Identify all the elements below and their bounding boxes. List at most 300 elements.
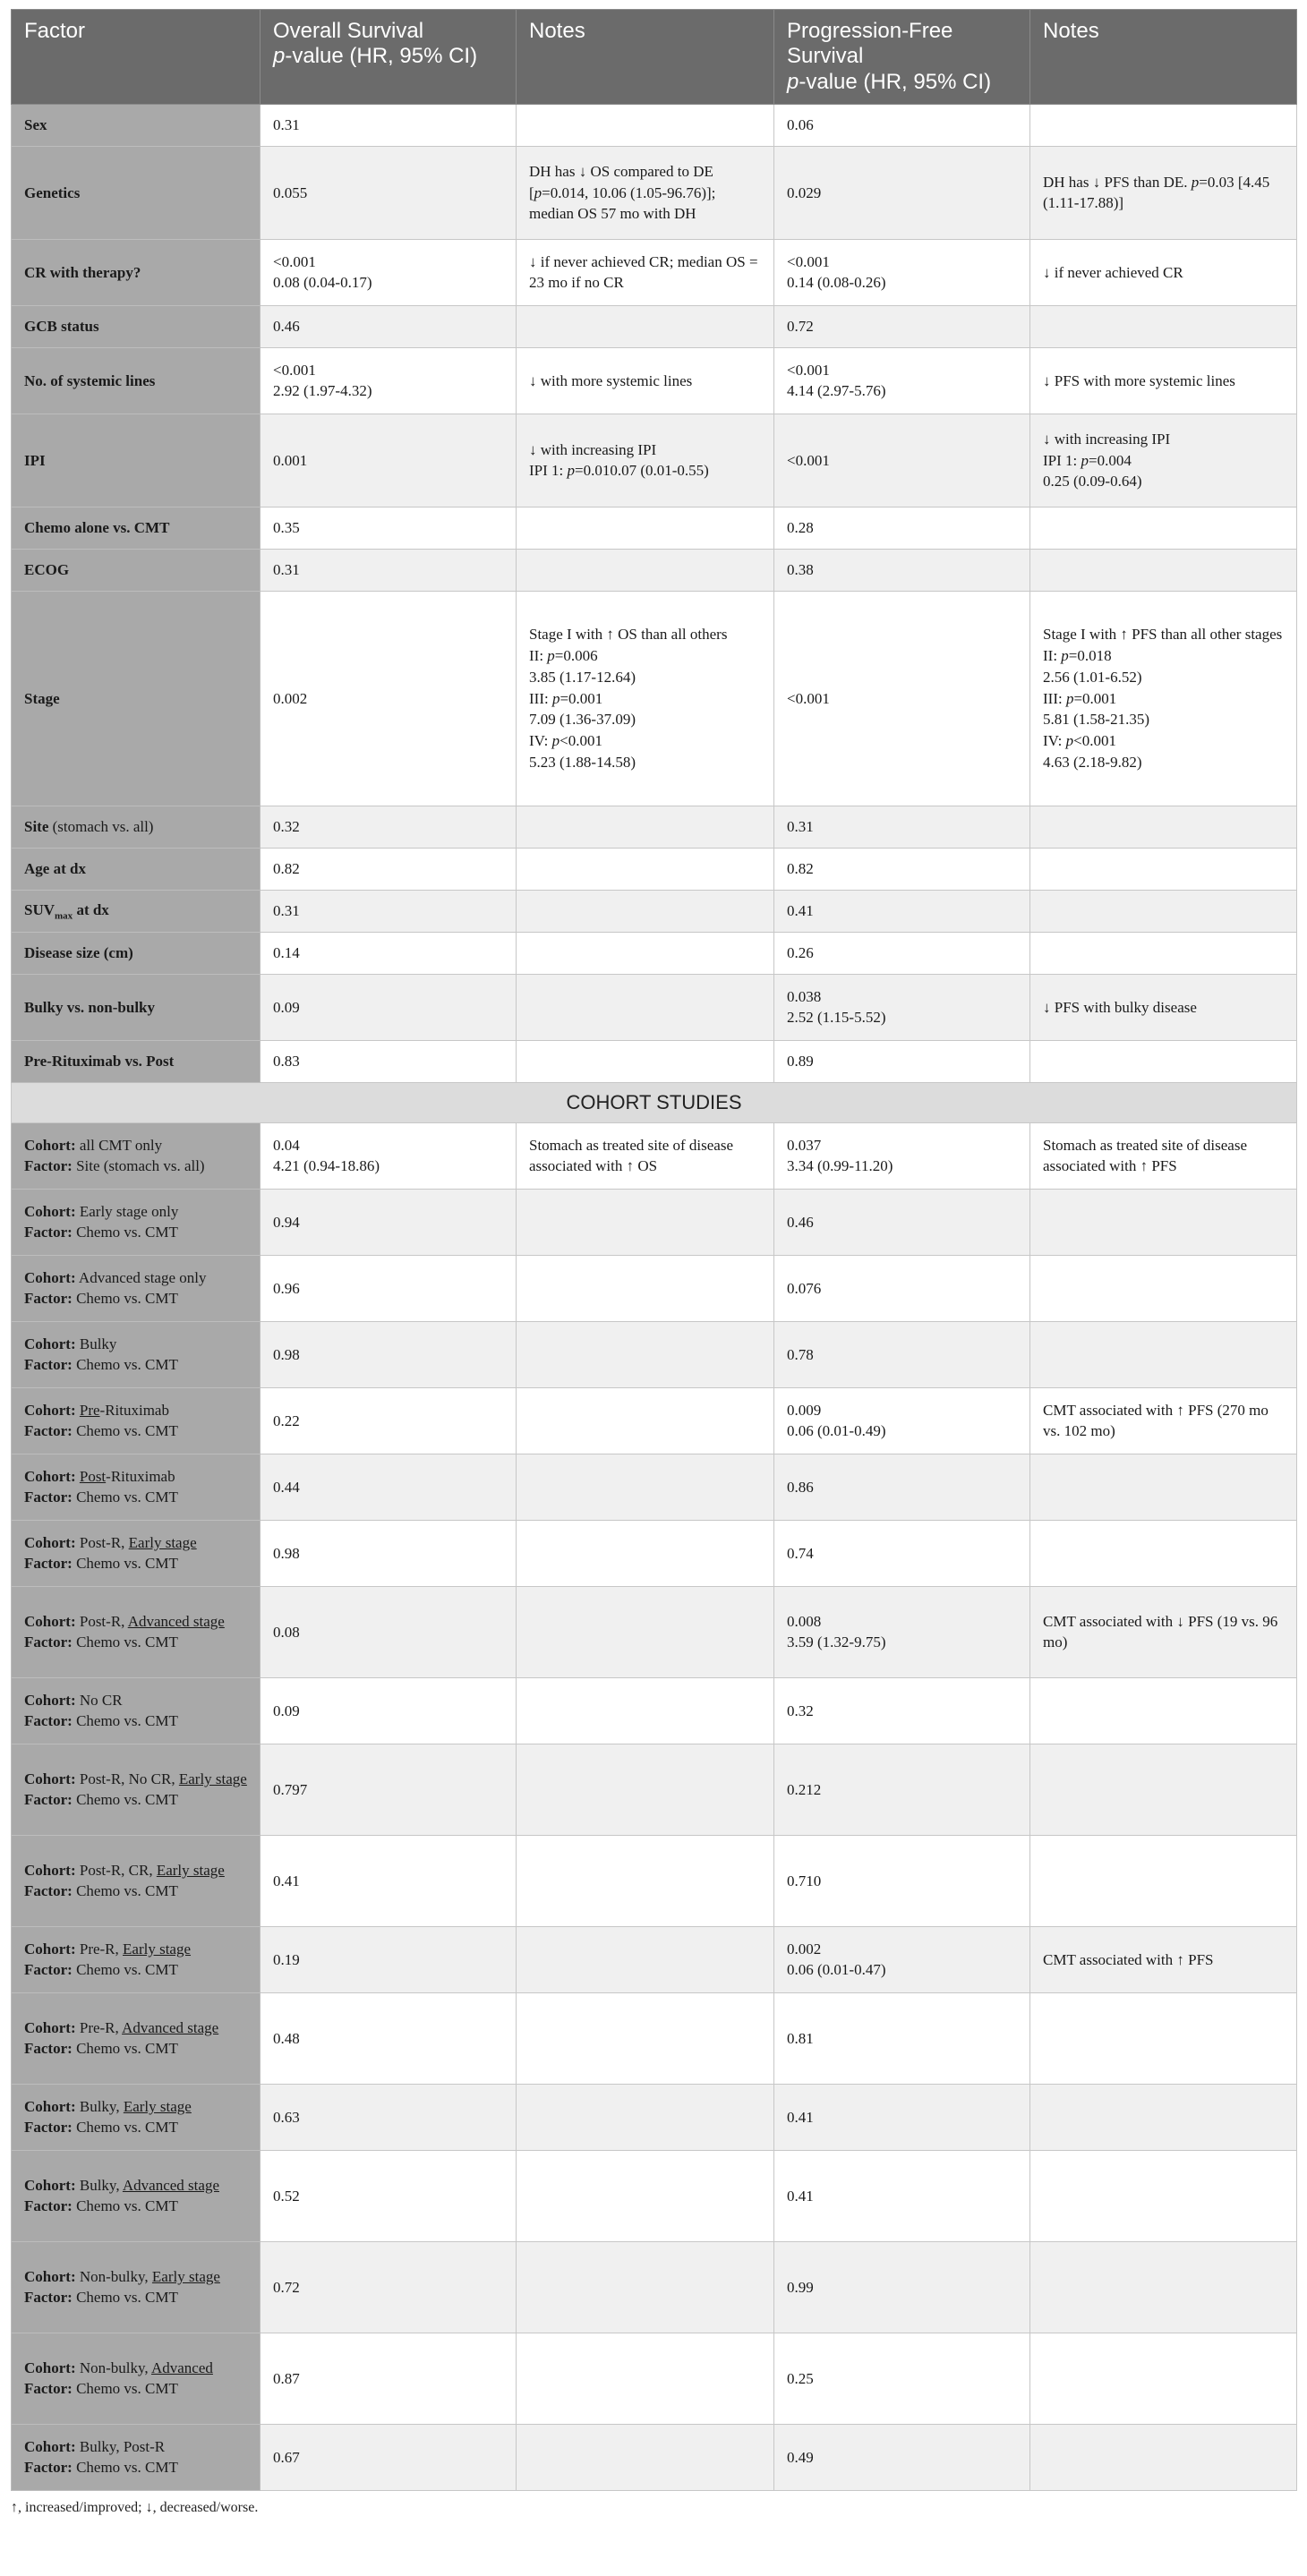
cohort-name: Post-R, No CR,: [75, 1770, 179, 1787]
factor-cell: Pre-Rituximab vs. Post: [12, 1040, 261, 1082]
pfs-cell: [774, 974, 1030, 1040]
pfs-p-value: <0.001: [787, 361, 830, 379]
os-notes-cell: [517, 2424, 774, 2490]
pfs-cell: 0.72: [774, 305, 1030, 347]
factor-cell: GCB status: [12, 305, 261, 347]
factor-label: Factor:: [24, 1488, 73, 1506]
factor-detail: (stomach vs. all): [48, 818, 154, 836]
footnote: ↑, increased/improved; ↓, decreased/worse.: [11, 2499, 259, 2515]
pfs-p-value: 0.49: [787, 2448, 814, 2466]
cohort-name-underlined: Advanced: [150, 2358, 213, 2376]
table-row: [12, 146, 1297, 239]
cohort-name: -Rituximab: [99, 1401, 169, 1419]
pfs-p-value: 0.037: [787, 1136, 822, 1154]
cohort-row: [12, 1520, 1297, 1586]
os-p-value: 0.797: [273, 1780, 308, 1798]
table-row: [12, 974, 1297, 1040]
cohort-name-underlined: Pre: [79, 1401, 100, 1419]
cohort-label: Cohort:: [24, 1861, 76, 1879]
header-notes-pfs: Notes: [1030, 10, 1297, 105]
note-text: =0.001: [1073, 689, 1117, 707]
cohort-row: [12, 1255, 1297, 1321]
pfs-notes-cell: [1030, 2150, 1297, 2241]
cohort-line: [24, 1769, 247, 1790]
os-cell: [261, 2084, 517, 2150]
cohort-row: [12, 2084, 1297, 2150]
cohort-name-underlined: Advanced stage: [122, 2176, 219, 2194]
cohort-row: [12, 1835, 1297, 1926]
factor-label: Factor:: [24, 2040, 73, 2058]
pfs-cell: [774, 1520, 1030, 1586]
cohort-name: Early stage only: [75, 1202, 179, 1220]
cohort-label: Cohort:: [24, 1136, 76, 1154]
os-notes-cell: [517, 1926, 774, 1992]
os-cell: [261, 347, 517, 414]
factor-label: Factor:: [24, 1633, 73, 1651]
factor-name: Chemo vs. CMT: [72, 1633, 178, 1651]
pfs-notes-cell: [1030, 1189, 1297, 1255]
cohort-row: [12, 1744, 1297, 1835]
factor-name: Site (stomach vs. all): [72, 1157, 205, 1175]
pfs-hr: 0.06 (0.01-0.49): [787, 1422, 886, 1440]
factor-name: Chemo vs. CMT: [72, 2289, 178, 2307]
pfs-cell: 0.89: [774, 1040, 1030, 1082]
factor-name: Chemo vs. CMT: [72, 1224, 178, 1241]
os-cell: [261, 1122, 517, 1189]
cohort-label: Cohort:: [24, 2018, 76, 2036]
cohort-factor-cell: [12, 2150, 261, 2241]
pfs-p-value: 0.81: [787, 2029, 814, 2047]
os-cell: [261, 1926, 517, 1992]
pfs-notes-cell: CMT associated with ↓ PFS (19 vs. 96 mo): [1030, 1586, 1297, 1677]
factor-cell: Sex: [12, 104, 261, 146]
note-line: [529, 730, 761, 752]
pfs-cell: <0.001: [774, 591, 1030, 806]
cohort-row: [12, 1992, 1297, 2084]
os-p-value: 0.63: [273, 2108, 300, 2126]
cohort-line: [24, 1334, 247, 1355]
note-line: [529, 688, 761, 710]
cohort-row: [12, 1926, 1297, 1992]
cohort-row: [12, 2241, 1297, 2333]
table-row: [12, 848, 1297, 890]
cohort-name-underlined: Early stage: [123, 2097, 192, 2115]
cohort-line: [24, 1400, 247, 1421]
cohort-name: Post-R,: [75, 1612, 128, 1630]
os-p-value: 0.67: [273, 2448, 300, 2466]
os-cell: [261, 1255, 517, 1321]
os-cell: 0.83: [261, 1040, 517, 1082]
pfs-notes-cell: [1030, 1520, 1297, 1586]
factor-name: Chemo vs. CMT: [72, 1422, 178, 1440]
header-pfs-p: p: [787, 69, 799, 94]
table-row: [12, 1040, 1297, 1082]
cohort-line: [24, 1611, 247, 1633]
os-cell: [261, 2150, 517, 2241]
os-notes-cell: ↓ if never achieved CR; median OS = 23 mo if no CR: [517, 239, 774, 305]
os-cell: [261, 1189, 517, 1255]
factor-line: [24, 1354, 247, 1376]
os-cell: [261, 1586, 517, 1677]
note-text: DH has ↓ PFS than DE.: [1043, 173, 1192, 191]
factor-name: Chemo vs. CMT: [72, 1555, 178, 1573]
cohort-name: Pre-R,: [75, 1940, 124, 1958]
cohort-line: [24, 1135, 247, 1156]
note-text: Stage I with ↑ OS than all others: [529, 626, 728, 644]
os-notes-cell: [517, 1520, 774, 1586]
note-text: IPI 1:: [1043, 451, 1081, 469]
os-notes-cell: [517, 146, 774, 239]
os-p-value: 0.98: [273, 1345, 300, 1363]
factor-label: Factor:: [24, 2119, 73, 2137]
pfs-notes-cell: [1030, 305, 1297, 347]
factor-label: Factor:: [24, 1157, 73, 1175]
os-cell: 0.31: [261, 549, 517, 591]
pfs-notes-cell: [1030, 591, 1297, 806]
table-row: [12, 806, 1297, 848]
cohort-label: Cohort:: [24, 1770, 76, 1787]
factor-label: at dx: [73, 900, 109, 918]
pfs-notes-cell: [1030, 1454, 1297, 1520]
pfs-cell: [774, 1835, 1030, 1926]
factor-line: [24, 2038, 247, 2060]
pfs-p-value: 0.32: [787, 1702, 814, 1719]
cohort-name-underlined: Post: [79, 1467, 107, 1485]
os-cell: [261, 1744, 517, 1835]
os-cell: 0.055: [261, 146, 517, 239]
os-notes-cell: [517, 1454, 774, 1520]
note-text: <0.001: [1073, 732, 1116, 750]
pfs-cell: [774, 1321, 1030, 1387]
pfs-p-value: 0.076: [787, 1279, 822, 1297]
cohort-label: Cohort:: [24, 2358, 76, 2376]
note-text: =0.001: [560, 689, 603, 707]
os-notes-cell: [517, 932, 774, 974]
cohort-name: Advanced stage only: [75, 1268, 207, 1286]
note-line: [529, 645, 761, 667]
header-factor: Factor: [12, 10, 261, 105]
os-notes-cell: [517, 414, 774, 507]
cohort-line: [24, 2436, 247, 2458]
factor-name: Chemo vs. CMT: [72, 1290, 178, 1308]
factor-label: Factor:: [24, 2459, 73, 2477]
pfs-cell: 0.82: [774, 848, 1030, 890]
factor-label: Factor:: [24, 1555, 73, 1573]
note-text: 5.23 (1.88-14.58): [529, 753, 636, 771]
os-cell: [261, 1454, 517, 1520]
cohort-label: Cohort:: [24, 2097, 76, 2115]
factor-name: Chemo vs. CMT: [72, 2459, 178, 2477]
pfs-cell: [774, 2241, 1030, 2333]
pfs-p-value: 0.008: [787, 1612, 822, 1630]
os-notes-cell: [517, 2333, 774, 2424]
cohort-factor-cell: [12, 1387, 261, 1454]
pfs-cell: [774, 2084, 1030, 2150]
cohort-label: Cohort:: [24, 1612, 76, 1630]
factor-name: Chemo vs. CMT: [72, 1356, 178, 1374]
cohort-factor-cell: [12, 1321, 261, 1387]
os-cell: 0.32: [261, 806, 517, 848]
factor-line: [24, 1632, 247, 1653]
cohort-name: Pre-R,: [75, 2018, 123, 2036]
os-notes-cell: [517, 305, 774, 347]
table-row: [12, 890, 1297, 932]
os-notes-cell: [517, 1992, 774, 2084]
pfs-cell: [774, 347, 1030, 414]
os-cell: 0.14: [261, 932, 517, 974]
pfs-notes-cell: [1030, 549, 1297, 591]
note-p: p: [1065, 689, 1074, 707]
table-row: [12, 549, 1297, 591]
os-notes-cell: [517, 507, 774, 549]
pfs-notes-cell: [1030, 1835, 1297, 1926]
header-os-p: p: [273, 44, 286, 69]
cohort-label: Cohort:: [24, 1401, 76, 1419]
os-notes-cell: [517, 1321, 774, 1387]
cohort-factor-cell: [12, 1454, 261, 1520]
cohort-row: [12, 2150, 1297, 2241]
pfs-cell: 0.38: [774, 549, 1030, 591]
factor-cell: ECOG: [12, 549, 261, 591]
os-cell: 0.31: [261, 890, 517, 932]
os-cell: 0.002: [261, 591, 517, 806]
factor-line: [24, 2287, 247, 2308]
note-p: p: [547, 646, 555, 664]
os-cell: 0.001: [261, 414, 517, 507]
cohort-body: [12, 1122, 1297, 2490]
os-notes-cell: [517, 1255, 774, 1321]
os-notes-cell: [517, 1744, 774, 1835]
pfs-p-value: <0.001: [787, 252, 830, 270]
pfs-cell: [774, 1189, 1030, 1255]
pfs-notes-cell: [1030, 1040, 1297, 1082]
os-p-value: 0.72: [273, 2278, 300, 2296]
cohort-line: [24, 2358, 247, 2379]
note-p: p: [567, 462, 575, 480]
factor-name: Chemo vs. CMT: [72, 1712, 178, 1730]
note-text: 5.81 (1.58-21.35): [1043, 711, 1149, 729]
pfs-cell: [774, 1992, 1030, 2084]
cohort-row: [12, 1321, 1297, 1387]
pfs-notes-cell: [1030, 104, 1297, 146]
os-cell: [261, 239, 517, 305]
pfs-cell: [774, 1122, 1030, 1189]
os-notes-cell: ↓ with more systemic lines: [517, 347, 774, 414]
factor-line: [24, 1553, 247, 1574]
factor-line: [24, 1881, 247, 1902]
pfs-hr: 0.14 (0.08-0.26): [787, 274, 886, 292]
os-notes-cell: [517, 104, 774, 146]
note-text: II:: [1043, 646, 1062, 664]
cohort-factor-cell: [12, 1122, 261, 1189]
factor-label: Factor:: [24, 1290, 73, 1308]
factor-cell: [12, 806, 261, 848]
pfs-cell: [774, 1387, 1030, 1454]
pfs-cell: [774, 1677, 1030, 1744]
pfs-hr: 3.59 (1.32-9.75): [787, 1633, 886, 1651]
os-cell: [261, 2333, 517, 2424]
factor-name: Chemo vs. CMT: [72, 2380, 178, 2398]
cohort-line: [24, 1267, 247, 1289]
factor-label: Factor:: [24, 2289, 73, 2307]
cohort-factor-cell: [12, 1586, 261, 1677]
os-cell: [261, 1677, 517, 1744]
pfs-p-value: 0.25: [787, 2369, 814, 2387]
pfs-notes-cell: [1030, 507, 1297, 549]
header-os-rest: -value (HR, 95% CI): [285, 44, 478, 69]
section-row: [12, 1082, 1297, 1122]
pfs-cell: 0.28: [774, 507, 1030, 549]
factor-label: Site: [24, 818, 49, 836]
factor-cell: [12, 890, 261, 932]
pfs-notes-cell: [1030, 146, 1297, 239]
factor-line: [24, 2117, 247, 2138]
note-text: III:: [529, 689, 552, 707]
factor-name: Chemo vs. CMT: [72, 1961, 178, 1979]
note-line: [529, 460, 761, 482]
pfs-hr: 2.52 (1.15-5.52): [787, 1009, 886, 1027]
note-line: [1043, 688, 1284, 710]
pfs-notes-cell: ↓ PFS with bulky disease: [1030, 974, 1297, 1040]
table-row: [12, 239, 1297, 305]
os-notes-cell: [517, 549, 774, 591]
os-p-value: 0.09: [273, 1702, 300, 1719]
table-row: [12, 507, 1297, 549]
pfs-cell: [774, 1926, 1030, 1992]
table-row: [12, 347, 1297, 414]
note-text: III:: [1043, 689, 1066, 707]
pfs-p-value: 0.74: [787, 1544, 814, 1562]
cohort-factor-cell: [12, 2333, 261, 2424]
note-text: =0.03 [4.45 (1.11-17.88)]: [1043, 173, 1270, 212]
cohort-line: [24, 2266, 247, 2288]
cohort-name-underlined: Early stage: [151, 2267, 220, 2285]
os-p-value: 0.94: [273, 1213, 300, 1231]
cohort-name: No CR: [75, 1691, 123, 1709]
cohort-factor-cell: [12, 1189, 261, 1255]
factor-label: Factor:: [24, 2380, 73, 2398]
os-p-value: 0.22: [273, 1412, 300, 1429]
os-notes-cell: [517, 2084, 774, 2150]
os-notes-cell: [517, 1835, 774, 1926]
pfs-p-value: 0.009: [787, 1401, 822, 1419]
note-p: p: [1061, 646, 1069, 664]
cohort-line: [24, 1201, 247, 1223]
cohort-row: [12, 1454, 1297, 1520]
pfs-cell: 0.31: [774, 806, 1030, 848]
pfs-p-value: 0.710: [787, 1872, 822, 1889]
factor-line: [24, 1959, 247, 1981]
pfs-p-value: 0.78: [787, 1345, 814, 1363]
header-os-title: Overall Survival: [273, 19, 424, 43]
factor-subscript: max: [55, 909, 73, 921]
pfs-notes-cell: [1030, 890, 1297, 932]
cohort-label: Cohort:: [24, 1533, 76, 1551]
os-p-value: 0.44: [273, 1478, 300, 1496]
note-p: p: [551, 689, 560, 707]
header-row: [12, 10, 1297, 105]
cohort-row: [12, 1387, 1297, 1454]
cohort-factor-cell: [12, 1835, 261, 1926]
pfs-notes-cell: [1030, 932, 1297, 974]
note-text: IV:: [529, 732, 552, 750]
pfs-notes-cell: [1030, 414, 1297, 507]
os-cell: [261, 1387, 517, 1454]
cohort-factor-cell: [12, 2424, 261, 2490]
os-cell: [261, 2241, 517, 2333]
cohort-factor-cell: [12, 1926, 261, 1992]
factor-name: Chemo vs. CMT: [72, 2040, 178, 2058]
os-p-value: <0.001: [273, 361, 316, 379]
note-text: ↓ with increasing IPI: [1043, 430, 1171, 448]
cohort-row: [12, 2333, 1297, 2424]
pfs-cell: <0.001: [774, 414, 1030, 507]
factor-line: [24, 2196, 247, 2217]
pfs-cell: [774, 1255, 1030, 1321]
factor-line: [24, 1487, 247, 1508]
pfs-notes-cell: [1030, 1255, 1297, 1321]
cohort-label: Cohort:: [24, 2267, 76, 2285]
cohort-name: Non-bulky,: [75, 2267, 152, 2285]
cohort-label: Cohort:: [24, 1202, 76, 1220]
factor-label: Factor:: [24, 1224, 73, 1241]
os-notes-cell: [517, 1189, 774, 1255]
cohort-factor-cell: [12, 1677, 261, 1744]
note-text: =0.004: [1089, 451, 1132, 469]
cohort-name-underlined: Early stage: [128, 1533, 197, 1551]
cohort-factor-cell: [12, 1744, 261, 1835]
pfs-notes-cell: ↓ PFS with more systemic lines: [1030, 347, 1297, 414]
cohort-name: Bulky, Post-R: [75, 2437, 166, 2455]
note-p: p: [551, 732, 560, 750]
pfs-notes-cell: [1030, 1744, 1297, 1835]
factor-cell: Age at dx: [12, 848, 261, 890]
os-cell: 0.31: [261, 104, 517, 146]
factor-label: Factor:: [24, 1961, 73, 1979]
os-cell: [261, 2424, 517, 2490]
cohort-label: Cohort:: [24, 1335, 76, 1352]
factor-label: Factor:: [24, 2197, 73, 2215]
table-row: [12, 932, 1297, 974]
cohort-name: Bulky: [75, 1335, 117, 1352]
note-text: ↓ with increasing IPI: [529, 440, 657, 458]
pfs-notes-cell: [1030, 2084, 1297, 2150]
note-text: 0.25 (0.09-0.64): [1043, 473, 1142, 490]
factor-name: Chemo vs. CMT: [72, 1488, 178, 1506]
note-text: =0.006: [554, 646, 598, 664]
pfs-notes-cell: CMT associated with ↑ PFS: [1030, 1926, 1297, 1992]
factor-label: Factor:: [24, 1712, 73, 1730]
cohort-name: -Rituximab: [106, 1467, 175, 1485]
cohort-row: [12, 1586, 1297, 1677]
os-hr: 4.21 (0.94-18.86): [273, 1157, 380, 1175]
os-notes-cell: Stomach as treated site of disease associated with ↑ OS: [517, 1122, 774, 1189]
os-notes-cell: [517, 1040, 774, 1082]
note-text: 3.85 (1.17-12.64): [529, 668, 636, 686]
cohort-row: [12, 2424, 1297, 2490]
factor-line: [24, 1222, 247, 1243]
factor-cell: No. of systemic lines: [12, 347, 261, 414]
cohort-name: Bulky,: [75, 2097, 124, 2115]
os-notes-cell: [517, 591, 774, 806]
cohort-line: [24, 2175, 247, 2196]
header-pfs-title: Progression-Free Survival: [787, 19, 953, 69]
note-p: p: [1191, 173, 1200, 191]
pfs-p-value: 0.002: [787, 1940, 822, 1958]
factor-name: Chemo vs. CMT: [72, 2197, 178, 2215]
pfs-p-value: 0.46: [787, 1213, 814, 1231]
pfs-p-value: 0.212: [787, 1780, 822, 1798]
